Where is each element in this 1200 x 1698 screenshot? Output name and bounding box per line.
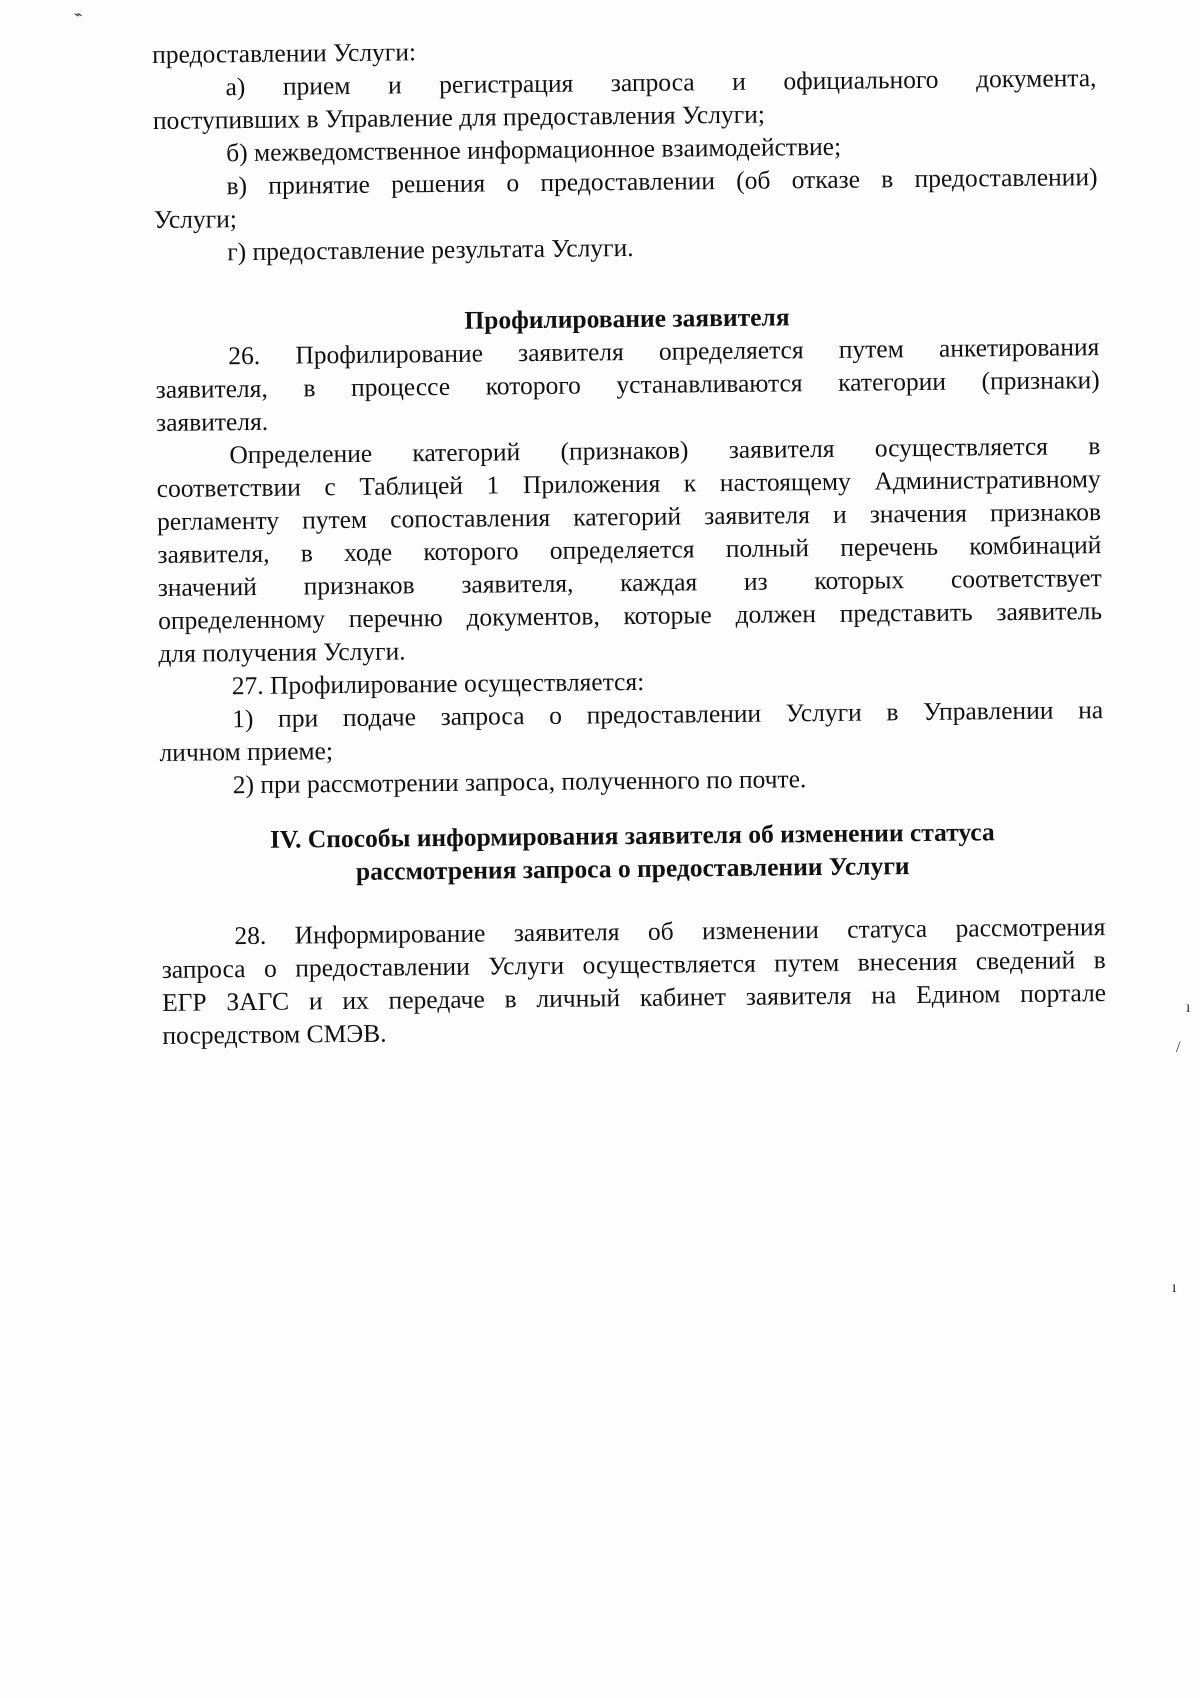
text-line: ЕГР ЗАГС и их передаче в личный кабинет заявителя на Едином портале [161, 978, 1107, 1017]
text-line: 26. Профилирование заявителя определяется путем анкетирования [228, 332, 1100, 371]
text-line: значений признаков заявителя, каждая из которых соответствует [157, 563, 1102, 602]
text-line: определенному перечню документов, которые должен представить заявитель [157, 596, 1103, 635]
text-line: Услуги; [153, 204, 238, 234]
text-line: 1) при подаче запроса о предоставлении Услуги в Управлении на [231, 695, 1104, 734]
text-line: в) принятие решения о предоставлении (об отказе в предоставлении) [226, 162, 1098, 201]
scan-mark-right-3: ı [1172, 1279, 1177, 1296]
text-line: посредством СМЭВ. [162, 1018, 387, 1050]
text-line: регламенту путем сопоставления категорий заявителя и значения признаков [156, 497, 1102, 536]
text-line: заявителя, в процессе которого устанавливаются категории (признаки) [155, 365, 1100, 404]
text-line: 28. Информирование заявителя об изменении статуса рассмотрения [234, 912, 1106, 951]
text-line: личном приеме; [159, 736, 334, 767]
text-line: заявителя, в ходе которого определяется полный перечень комбинаций [157, 530, 1102, 569]
text-line: запроса о предоставлении Услуги осуществляется путем внесения сведений в [161, 945, 1106, 984]
text-line: Определение категорий (признаков) заявителя осуществляется в [229, 431, 1101, 470]
scan-mark-right-2: / [1176, 1039, 1181, 1056]
text-line: для получения Услуги. [158, 636, 406, 668]
text-line: 27. Профилирование осуществляется: [231, 666, 645, 701]
section-heading: IV. Способы информирования заявителя об изменении статуса [269, 817, 995, 854]
scan-mark-right-1: ı [1186, 999, 1191, 1016]
text-line: 2) при рассмотрении запроса, полученного по почте. [232, 764, 807, 800]
document-body [152, 28, 1107, 1052]
text-line: заявителя. [155, 406, 269, 437]
section-heading: Профилирование заявителя [464, 302, 790, 335]
text-line: соответствии с Таблицей 1 Приложения к настоящему Административному [156, 464, 1101, 503]
section-heading: рассмотрения запроса о предоставлении Услуги [355, 851, 910, 886]
text-line: поступивших в Управление для предоставления Услуги; [152, 99, 766, 135]
text-line: б) межведомственное информационное взаимодействие; [226, 131, 842, 168]
scan-mark-top-left: ⌁ [74, 8, 83, 23]
text-line: г) предоставление результата Услуги. [227, 232, 634, 267]
text-line: предоставлении Услуги: [152, 37, 417, 69]
text-line: а) прием и регистрация запроса и официального документа, [225, 63, 1097, 102]
